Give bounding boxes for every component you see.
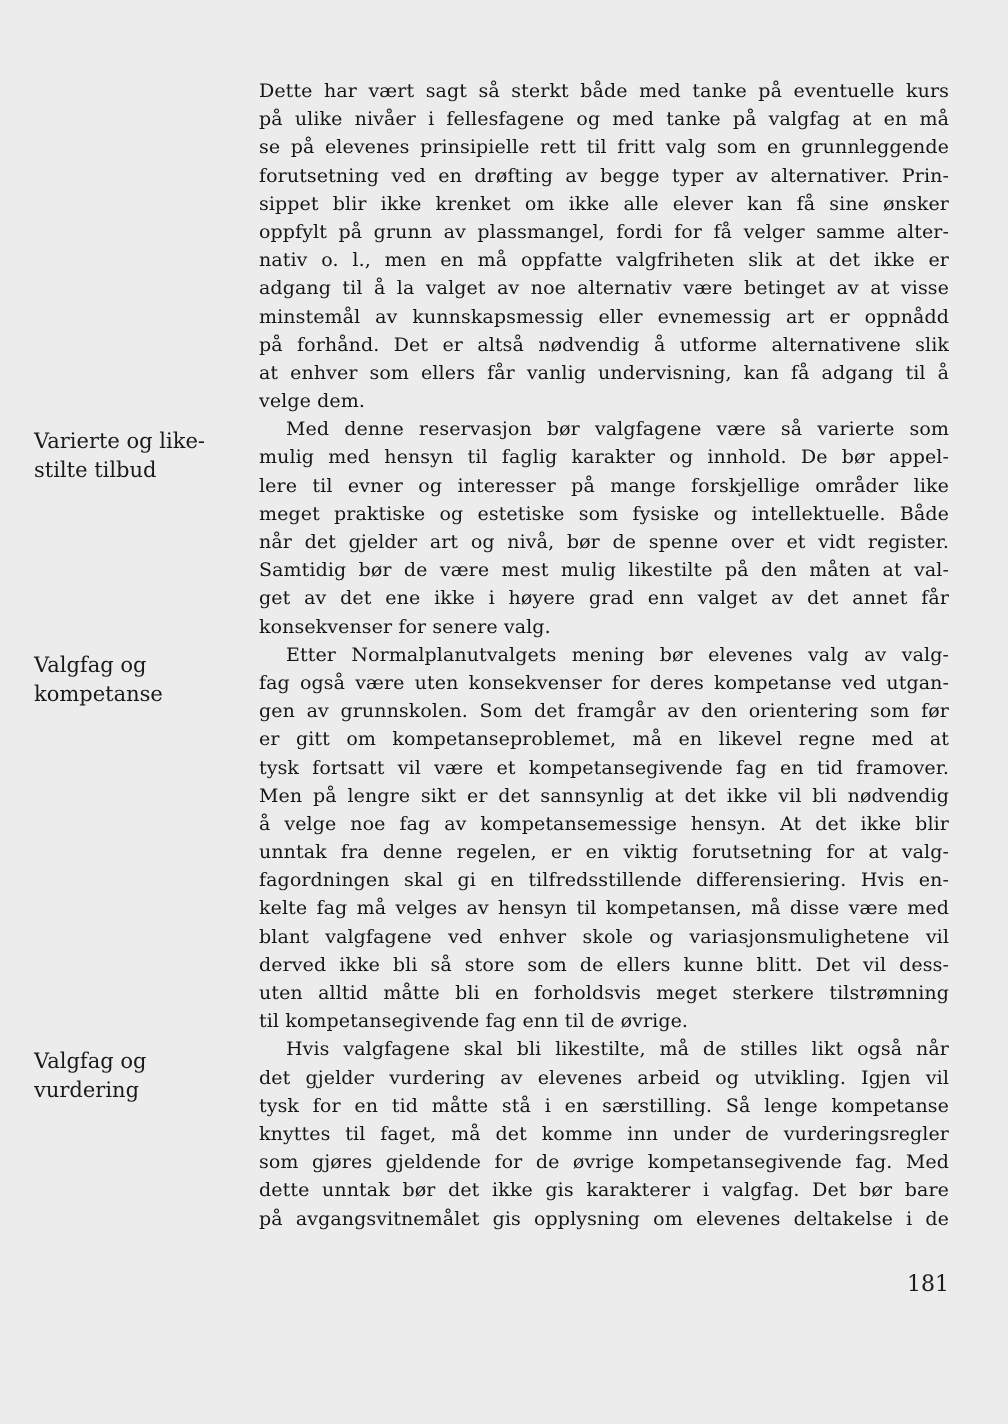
text-line: se på elevenes prinsipielle rett til fritt valg som en grunnleggende [259, 136, 949, 159]
text-line: kelte fag må velges av hensyn til kompetansen, må disse være med [259, 897, 949, 920]
text-line: til kompetansegivende fag enn til de øvrige. [259, 1010, 689, 1033]
text-line: gen av grunnskolen. Som det framgår av den orientering som før [259, 700, 949, 723]
text-line: sippet blir ikke krenket om ikke alle elever kan få sine ønsker [259, 192, 949, 215]
text-line: derved ikke bli så store som de ellers kunne blitt. Det vil dess- [259, 953, 949, 976]
margin-note-varierte [34, 427, 224, 485]
text-line: når det gjelder art og nivå, bør de spenne over et vidt register. [259, 531, 949, 553]
text-line: det gjelder vurdering av elevenes arbeid og utvikling. Igjen vil [259, 1066, 949, 1089]
text-line: dette unntak bør det ikke gis karakterer i valgfag. Det bør bare [259, 1179, 949, 1202]
text-line: oppfylt på grunn av plassmangel, fordi for få velger samme alter- [259, 220, 949, 243]
text-line: nativ o. l., men en må oppfatte valgfriheten slik at det ikke er [259, 249, 949, 272]
margin-note-line: stilte tilbud [34, 458, 157, 482]
text-line: fag også være uten konsekvenser for deres kompetanse ved utgan- [259, 671, 949, 694]
page-number: 181 [907, 1272, 949, 1297]
text-line: er gitt om kompetanseproblemet, må en likevel regne med at [259, 728, 949, 751]
text-line: meget praktiske og estetiske som fysiske og intellektuelle. Både [259, 502, 949, 525]
text-line: velge dem. [259, 390, 365, 413]
text-line: Med denne reservasjon bør valgfagene være så varierte som [286, 418, 949, 441]
margin-note-vurdering [34, 1047, 224, 1105]
text-line: uten alltid måtte bli en forholdsvis meget sterkere tilstrømning [259, 982, 949, 1004]
margin-note-line: kompetanse [34, 682, 163, 706]
paragraph-2 [259, 415, 949, 641]
margin-note-kompetanse [34, 651, 224, 709]
text-line: konsekvenser for senere valg. [259, 615, 551, 638]
text-line: som gjøres gjeldende for de øvrige kompetansegivende fag. Med [259, 1151, 949, 1174]
text-line: minstemål av kunnskapsmessig eller evnemessig art er oppnådd [259, 305, 949, 328]
paragraph-1 [259, 77, 949, 415]
text-line: på avgangsvitnemålet gis opplysning om elevenes deltakelse i de [259, 1207, 949, 1230]
text-line: Men på lengre sikt er det sannsynlig at det ikke vil bli nødvendig [259, 784, 949, 807]
text-line: mulig med hensyn til faglig karakter og innhold. De bør appel- [259, 446, 949, 469]
margin-note-line: vurdering [34, 1078, 140, 1102]
text-line: Samtidig bør de være mest mulig likestilte på den måten at val- [259, 559, 949, 582]
text-line: tysk for en tid måtte stå i en særstilling. Så lenge kompetanse [259, 1094, 949, 1117]
text-line: forutsetning ved en drøfting av begge typer av alternativer. Prin- [259, 164, 949, 187]
text-line: Etter Normalplanutvalgets mening bør elevenes valg av valg- [286, 643, 949, 666]
text-line: unntak fra denne regelen, er en viktig forutsetning for at valg- [259, 841, 949, 864]
text-line: på forhånd. Det er altså nødvendig å utforme alternativene slik [259, 333, 949, 356]
paragraph-4 [259, 1035, 949, 1232]
text-line: Hvis valgfagene skal bli likestilte, må de stilles likt også når [286, 1038, 949, 1061]
text-line: at enhver som ellers får vanlig undervisning, kan få adgang til å [259, 361, 949, 384]
text-line: tysk fortsatt vil være et kompetansegivende fag en tid framover. [259, 756, 949, 779]
text-line: lere til evner og interesser på mange forskjellige områder like [259, 474, 949, 497]
text-line: Dette har vært sagt så sterkt både med tanke på eventuelle kurs [259, 80, 949, 102]
text-line: å velge noe fag av kompetansemessige hensyn. At det ikke blir [259, 812, 949, 835]
margin-note-line: Valgfag og [34, 1049, 147, 1073]
text-line: fagordningen skal gi en tilfredsstillende differensiering. Hvis en- [259, 869, 949, 892]
margin-note-line: Valgfag og [34, 653, 147, 677]
paragraph-3 [259, 641, 949, 1036]
text-line: adgang til å la valget av noe alternativ være betinget av at visse [259, 277, 949, 300]
text-line: get av det ene ikke i høyere grad enn valget av det annet får [259, 587, 949, 610]
main-text [259, 77, 949, 1233]
text-line: på ulike nivåer i fellesfagene og med tanke på valgfag at en må [259, 108, 949, 131]
text-line: knyttes til faget, må det komme inn under de vurderingsregler [259, 1122, 949, 1145]
margin-note-line: Varierte og like- [34, 429, 205, 453]
text-line: blant valgfagene ved enhver skole og variasjonsmulighetene vil [259, 925, 949, 948]
